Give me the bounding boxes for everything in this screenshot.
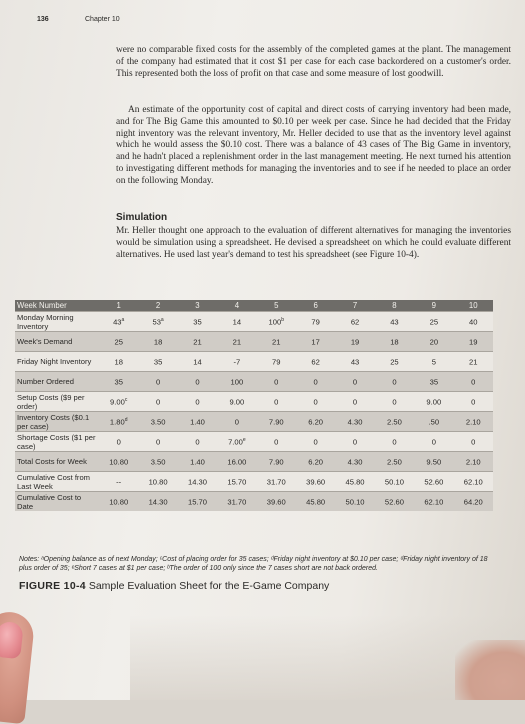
table-row [15,332,493,352]
cell-value: 21 [272,337,281,347]
cell-value: 9.00 [229,397,245,407]
row-label: Cumulative Cost from Last Week [15,472,99,492]
cell-value: 62.10 [463,477,483,487]
table-row [15,472,493,492]
cell-value: 3.50 [150,417,166,427]
table-cell [375,332,414,352]
cell-value: .50 [428,417,440,427]
cell-value: 4.30 [347,417,363,427]
table-row [15,432,493,452]
table-cell [296,492,335,512]
cell-value: 18 [114,357,123,367]
table-cell [375,352,414,372]
table-cell [178,352,217,372]
cell-value: 3.50 [150,457,166,467]
table-cell [296,452,335,472]
cell-value: 19 [350,337,360,347]
cell-value: 0 [195,437,200,447]
table-cell [414,472,453,492]
week-number-cell: 5 [257,300,296,312]
cell-value: 15.70 [227,477,247,487]
table-cell [257,332,296,352]
table-cell [138,452,177,472]
table-cell [296,352,335,372]
row-label: Setup Costs ($9 per order) [15,392,99,412]
table-cell [335,472,374,492]
cell-value: 2.50 [387,457,402,467]
table-cell [178,452,217,472]
cell-value: 9.00 [426,397,442,407]
week-number-cell: 2 [138,300,177,312]
table-cell [454,332,493,352]
table-cell [138,472,177,492]
cell-value: 0 [471,397,476,407]
cell-value: 7.90 [268,457,284,467]
table-cell [414,432,453,452]
table-cell [138,492,177,512]
table-cell [257,392,296,412]
table-cell [217,452,256,472]
cell-value: 25 [114,337,123,347]
table-cell [257,412,296,432]
footnote-marker: b [281,316,284,323]
cell-value: 0 [195,377,200,387]
table-cell [454,372,493,392]
table-cell [217,332,256,352]
table-cell [414,372,453,392]
table-cell [99,412,138,432]
evaluation-sheet [15,300,493,511]
page-number: 136 [37,16,49,23]
cell-value: 0 [155,437,161,447]
cell-value: 43 [113,317,122,327]
figure-caption-text: Sample Evaluation Sheet for the E-Game Company [88,580,330,592]
table-cell [257,372,296,392]
cell-value: 6.20 [308,457,324,467]
footnote-marker: e [242,436,246,443]
cell-value: 1.40 [190,457,205,467]
table-cell [454,432,493,452]
table-cell [178,412,217,432]
table-cell [99,452,138,472]
table-row [15,312,493,332]
footnote-marker: a [160,316,164,323]
table-cell [217,412,256,432]
table-cell [375,432,414,452]
table-cell [138,412,177,432]
table-row [15,492,493,512]
week-number-cell: 1 [99,300,138,312]
table-cell [99,392,138,412]
cell-value: 45.80 [345,477,365,487]
week-number-cell: 4 [217,300,256,312]
cell-value: 21 [193,337,202,347]
cell-value: 50.10 [384,477,404,487]
table-row [15,412,493,432]
week-number-cell: 8 [375,300,414,312]
cell-value: 21 [469,357,478,367]
cell-value: 18 [390,337,399,347]
figure-caption [19,580,329,592]
table-cell [178,332,217,352]
table-cell [454,352,493,372]
week-number-cell: 10 [454,300,493,312]
table-cell [335,412,374,432]
row-label: Cumulative Cost to Date [15,492,99,512]
cell-value: 15.70 [187,497,207,507]
cell-value: 0 [234,417,239,427]
table-cell [138,372,177,392]
cell-value: 25 [429,317,439,327]
table-cell [99,312,138,332]
table-cell [217,372,256,392]
cell-value: 1.40 [190,417,205,427]
table-row [15,352,493,372]
figure-label: FIGURE 10-4 [19,580,86,592]
table-cell [375,412,414,432]
cell-value: 40 [469,317,478,327]
cell-value: 14 [232,317,242,327]
cell-value: 1.80 [109,417,125,427]
cell-value: 0 [352,397,358,407]
cell-value: 2.50 [387,417,402,427]
row-label: Friday Night Inventory [15,352,99,372]
cell-value: 64.20 [463,497,483,507]
table-cell [257,492,296,512]
table-cell [335,452,374,472]
table-cell [99,472,138,492]
cell-value: 19 [469,337,478,347]
table-cell [335,312,374,332]
row-label: Total Costs for Week [15,452,99,472]
table-cell [375,472,414,492]
table-cell [257,352,296,372]
row-label: Shortage Costs ($1 per case) [15,432,99,452]
table-header-row [15,300,493,312]
cell-value: 53 [152,317,161,327]
cell-value: 100 [268,317,282,327]
table-cell [257,452,296,472]
paragraph-2: An estimate of the opportunity cost of capital and direct costs of carrying inventory had been made, and for The Big Game this amounted to $0.10 per week per case. Since he had decided that the Friday night inventory was the relevant inventory, Mr. Heller decided to use that as the inventory level against which he would assess the $0.10 cost. There was a balance of 43 cases of The Big Game in inventory, and he hadn't placed a replenishment order in the last management meeting. He next turned his attention to investigating different methods for managing the inventories and to see if he needed to place an order on the following Monday. [116,105,511,186]
section-heading: Simulation [116,212,168,223]
footnote-marker: c [124,396,128,403]
cell-value: 16.00 [227,457,247,467]
cell-value: -- [116,477,122,487]
table-cell [296,332,335,352]
cell-value: 0 [392,377,397,387]
table-cell [414,452,453,472]
table-cell [296,392,335,412]
row-label: Number Ordered [15,372,99,392]
table-cell [217,312,256,332]
table-cell [178,312,217,332]
footnote-marker: a [121,316,125,323]
cell-value: 45.80 [306,497,326,507]
table-cell [138,432,177,452]
table-cell [296,412,335,432]
table-cell [178,492,217,512]
cell-value: 62 [311,357,320,367]
table-cell [454,452,493,472]
cell-value: 0 [313,397,318,407]
cell-value: 39.60 [306,477,326,487]
table-cell [99,332,138,352]
cell-value: 4.30 [347,457,363,467]
table-cell [414,352,453,372]
table-cell [454,472,493,492]
table-row [15,452,493,472]
cell-value: 52.60 [384,497,404,507]
cell-value: 10.80 [109,497,129,507]
table-cell [178,372,217,392]
paragraph-1: were no comparable fixed costs for the assembly of the completed games at the plant. The management of the company had estimated that it cost $1 per case for each case backordered on a customer's order. This represented both the loss of profit on that case and some measure of lost goodwill. [116,45,511,79]
table-cell [335,492,374,512]
cell-value: 31.70 [227,497,247,507]
cell-value: 62.10 [424,497,444,507]
table-cell [296,472,335,492]
table-cell [375,452,414,472]
cell-value: -7 [233,357,241,367]
table-cell [375,312,414,332]
cell-value: 7.00 [228,437,243,447]
chapter-title: Chapter 10 [85,16,120,23]
cell-value: 0 [195,397,200,407]
row-label: Week's Demand [15,332,99,352]
table-cell [454,392,493,412]
cell-value: 0 [274,397,279,407]
footnote-marker: d [124,416,128,423]
cell-value: 100 [230,377,244,387]
table-cell [335,352,374,372]
cell-value: 9.00 [110,397,125,407]
table-cell [257,432,296,452]
table-cell [454,312,493,332]
table-cell [296,432,335,452]
table-row [15,392,493,412]
cell-value: 6.20 [308,417,324,427]
paragraph-3: Mr. Heller thought one approach to the evaluation of different alternatives for managing the inventories would be simulation using a spreadsheet. He devised a spreadsheet on which he could evaluate different alternatives. He used last year's demand to test his spreadsheet (see Figure 10-4). [116,226,511,260]
table-cell [414,492,453,512]
cell-value: 0 [274,377,279,387]
table-cell [414,412,453,432]
cell-value: 5 [431,357,436,367]
evaluation-table [15,300,493,511]
cell-value: 14.30 [148,497,168,507]
page-header [37,16,120,23]
cell-value: 0 [313,437,318,447]
table-cell [335,372,374,392]
cell-value: 0 [274,437,279,447]
cell-value: 0 [116,437,121,447]
cell-value: 0 [471,437,476,447]
cell-value: 0 [431,437,436,447]
table-cell [178,392,217,412]
row-label: Inventory Costs ($0.1 per case) [15,412,99,432]
cell-value: 39.60 [266,497,286,507]
cell-value: 50.10 [345,497,365,507]
table-cell [375,392,414,412]
cell-value: 0 [352,377,358,387]
table-cell [138,352,177,372]
cell-value: 52.60 [424,477,444,487]
table-cell [99,432,138,452]
cell-value: 10.80 [148,477,168,487]
table-cell [335,432,374,452]
table-cell [414,332,453,352]
cell-value: 35 [114,377,123,387]
cell-value: 62 [350,317,360,327]
cell-value: 14.30 [187,477,207,487]
table-notes: Notes: ᵃOpening balance as of next Monday; ᶜCost of placing order for 35 cases; ᵈFriday night inventory at $0.10 per case; ᵈFriday night inventory of 18 plus order of 35; ᵉShort 7 cases at $1 per case; ᵇThe order of 100 only since the 7 cases short are not back ordered. [19,556,488,572]
finger-right [455,640,525,700]
table-cell [414,392,453,412]
cell-value: 18 [153,337,163,347]
cell-value: 35 [429,377,439,387]
table-cell [335,332,374,352]
table-cell [99,492,138,512]
table-cell [217,492,256,512]
cell-value: 35 [193,317,202,327]
table-cell [217,432,256,452]
row-label: Monday Morning Inventory [15,312,99,332]
cell-value: 43 [390,317,399,327]
cell-value: 20 [429,337,439,347]
cell-value: 17 [311,337,320,347]
cell-value: 35 [153,357,163,367]
week-number-cell: 7 [335,300,374,312]
cell-value: 9.50 [426,457,442,467]
table-cell [375,372,414,392]
table-cell [178,472,217,492]
cell-value: 7.90 [268,417,284,427]
cell-value: 0 [392,437,397,447]
table-cell [414,312,453,332]
table-cell [454,412,493,432]
table-row [15,372,493,392]
cell-value: 0 [155,397,161,407]
cell-value: 0 [471,377,476,387]
cell-value: 0 [392,397,397,407]
table-cell [217,472,256,492]
table-cell [296,312,335,332]
table-cell [375,492,414,512]
cell-value: 0 [352,437,358,447]
cell-value: 79 [311,317,320,327]
cell-value: 31.70 [266,477,286,487]
cell-value: 0 [313,377,318,387]
table-cell [296,372,335,392]
table-cell [217,352,256,372]
cell-value: 43 [350,357,360,367]
table-cell [138,332,177,352]
week-number-cell: 6 [296,300,335,312]
table-cell [454,492,493,512]
table-cell [335,392,374,412]
cell-value: 0 [155,377,161,387]
table-cell [138,392,177,412]
cell-value: 25 [390,357,399,367]
cell-value: 14 [193,357,202,367]
cell-value: 2.10 [465,417,481,427]
table-cell [99,372,138,392]
table-cell [99,352,138,372]
table-cell [257,312,296,332]
week-number-cell: 3 [178,300,217,312]
cell-value: 10.80 [109,457,129,467]
table-cell [138,312,177,332]
week-number-cell: 9 [414,300,453,312]
cell-value: 79 [272,357,281,367]
table-cell [178,432,217,452]
week-number-header: Week Number [15,300,99,312]
table-cell [217,392,256,412]
cell-value: 2.10 [465,457,481,467]
cell-value: 21 [232,337,242,347]
table-cell [257,472,296,492]
